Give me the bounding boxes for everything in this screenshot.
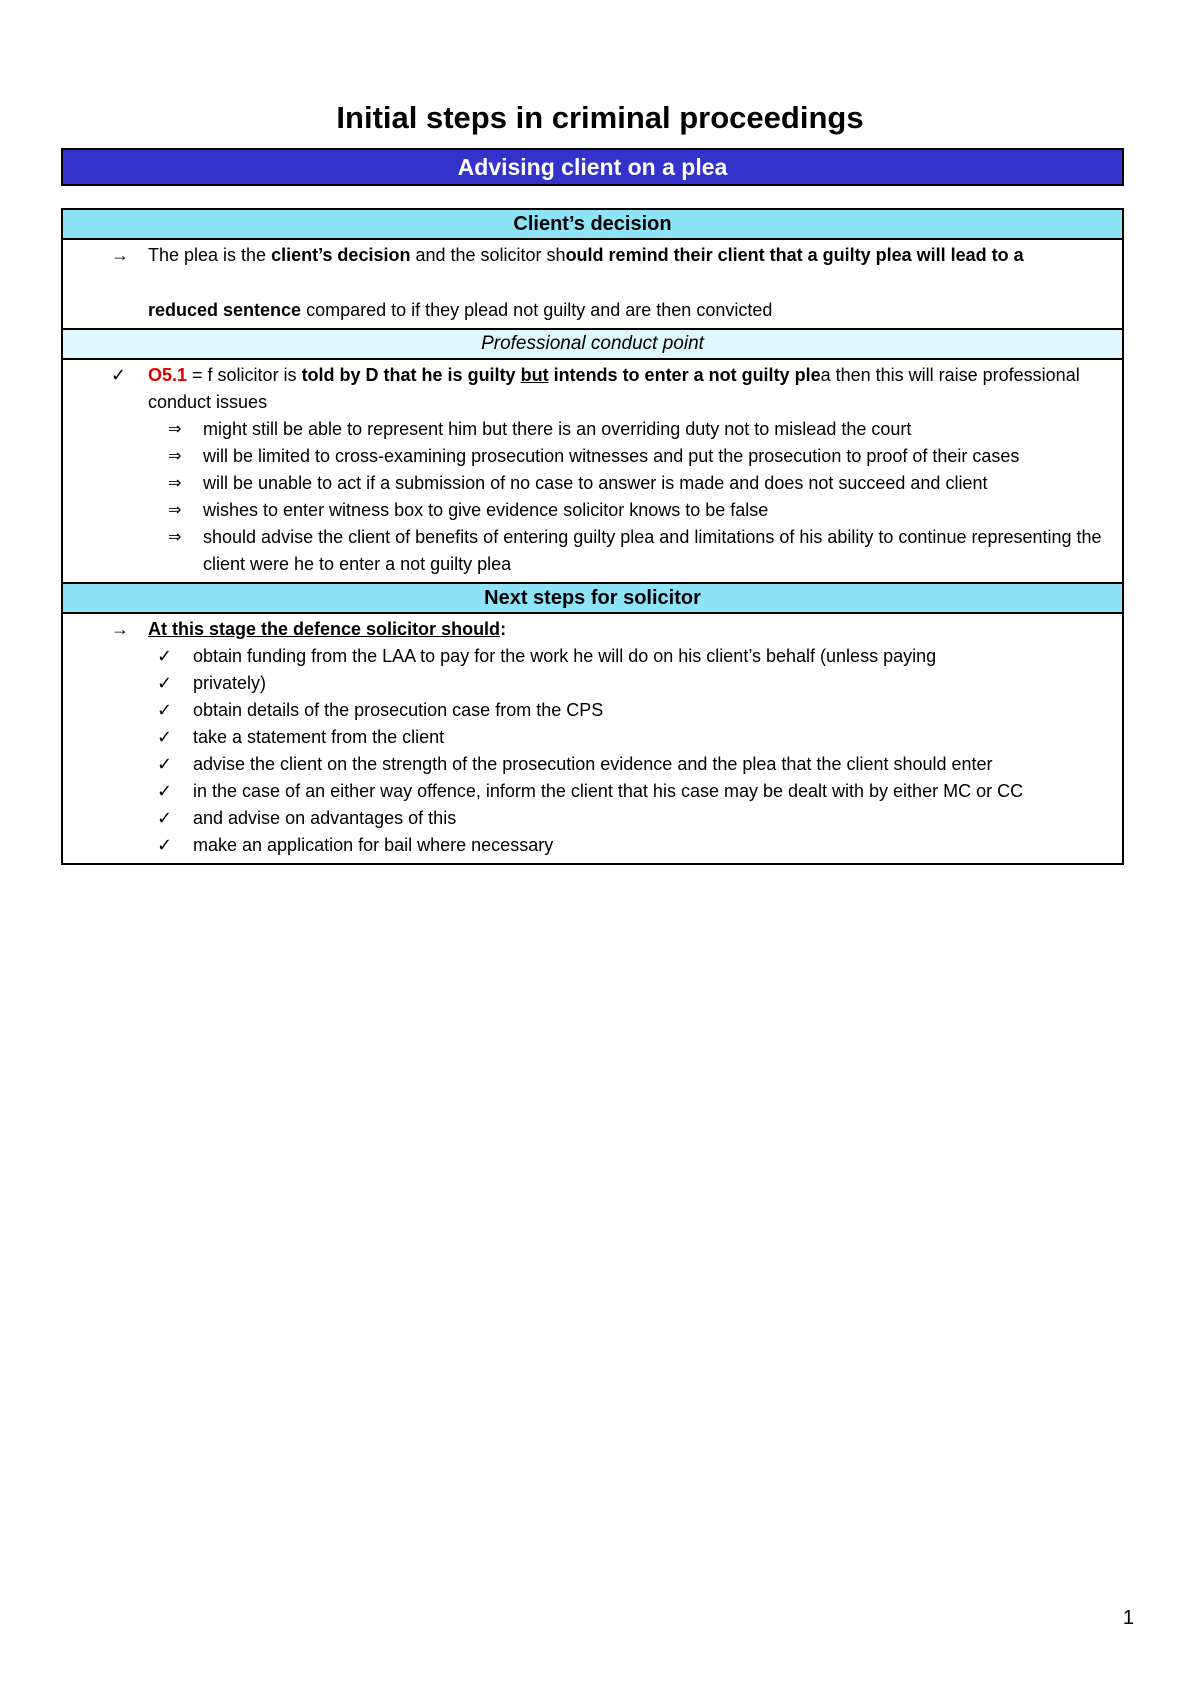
double-arrow-icon: ⇒	[168, 421, 182, 438]
clients-decision-section	[63, 240, 1122, 330]
checkmark-icon: ✓	[157, 700, 173, 720]
text: a then this will raise professional conduct issues	[148, 365, 1080, 412]
text: take a statement from the client	[193, 727, 445, 747]
text: and advise on advantages of this	[193, 808, 457, 828]
double-arrow-icon: ⇒	[168, 448, 182, 465]
clients-decision-header: Client’s decision	[63, 210, 1122, 240]
checkmark-icon: ✓	[157, 646, 173, 666]
list-item	[63, 362, 1122, 416]
text: wishes to enter witness box to give evidence solicitor knows to be false	[203, 500, 769, 520]
text: should advise the client of benefits of entering guilty plea and limitations of his ability to continue representing the client were he to enter a not guilty plea	[203, 527, 1102, 574]
text: and the solicitor sh	[410, 245, 566, 265]
sub-list-item	[63, 443, 1122, 470]
sub-list-item	[63, 497, 1122, 524]
arrow-icon: →	[111, 619, 129, 639]
sub-list-item	[63, 524, 1122, 578]
text: = f solicitor is	[187, 365, 302, 385]
text: might still be able to represent him but there is an overriding duty not to mislead the court	[203, 419, 912, 439]
text-bold: intends to enter a not guilty ple	[548, 365, 821, 385]
text-bold: :	[500, 619, 507, 639]
checkmark-icon: ✓	[157, 673, 173, 693]
text: compared to if they plead not guilty and are then convicted	[301, 300, 773, 320]
professional-conduct-section	[63, 360, 1122, 584]
list-item	[63, 751, 1122, 778]
double-arrow-icon: ⇒	[168, 502, 182, 519]
text: advise the client on the strength of the prosecution evidence and the plea that the client should enter	[193, 754, 993, 774]
page-title: Initial steps in criminal proceedings	[336, 100, 864, 135]
sub-list-item	[63, 416, 1122, 443]
text-bold: told by D that he is guilty	[301, 365, 521, 385]
page-number: 1	[1122, 1607, 1134, 1629]
list-item	[63, 697, 1122, 724]
list-item	[63, 643, 1122, 670]
double-arrow-icon: ⇒	[168, 529, 182, 546]
text: obtain funding from the LAA to pay for the work he will do on his client’s behalf (unless paying	[193, 646, 937, 666]
next-steps-section	[63, 614, 1122, 863]
double-arrow-icon: ⇒	[168, 475, 182, 492]
text-bold-underlined: At this stage the defence solicitor should	[148, 619, 501, 639]
code-reference: O5.1	[148, 365, 188, 385]
text: privately)	[193, 673, 267, 693]
text: in the case of an either way offence, inform the client that his case may be dealt with by either MC or CC	[193, 781, 1024, 801]
next-steps-header: Next steps for solicitor	[63, 584, 1122, 614]
list-item	[63, 832, 1122, 859]
text-bold: client’s decision	[271, 245, 411, 265]
list-item	[63, 805, 1122, 832]
arrow-icon: →	[111, 245, 129, 265]
content-table	[61, 208, 1124, 865]
checkmark-icon: ✓	[157, 781, 173, 801]
text-bold: ould remind their client that a guilty plea will lead to a	[565, 245, 1024, 265]
checkmark-icon: ✓	[157, 727, 173, 747]
checkmark-icon: ✓	[157, 835, 173, 855]
sub-list-item	[63, 470, 1122, 497]
text-bold: reduced sentence	[148, 300, 302, 320]
list-item	[63, 242, 1122, 324]
checkmark-icon: ✓	[111, 365, 127, 385]
list-item	[63, 778, 1122, 805]
text-bold-underlined: but	[520, 365, 549, 385]
text: will be limited to cross-examining prosecution witnesses and put the prosecution to proof of their cases	[203, 446, 1020, 466]
text: obtain details of the prosecution case from the CPS	[193, 700, 604, 720]
text: The plea is the	[148, 245, 272, 265]
section-banner: Advising client on a plea	[61, 148, 1124, 186]
professional-conduct-header: Professional conduct point	[63, 330, 1122, 360]
list-item	[63, 616, 1122, 643]
text: make an application for bail where necessary	[193, 835, 554, 855]
list-item	[63, 724, 1122, 751]
checkmark-icon: ✓	[157, 808, 173, 828]
list-item	[63, 670, 1122, 697]
checkmark-icon: ✓	[157, 754, 173, 774]
text: will be unable to act if a submission of no case to answer is made and does not succeed and client	[203, 473, 988, 493]
